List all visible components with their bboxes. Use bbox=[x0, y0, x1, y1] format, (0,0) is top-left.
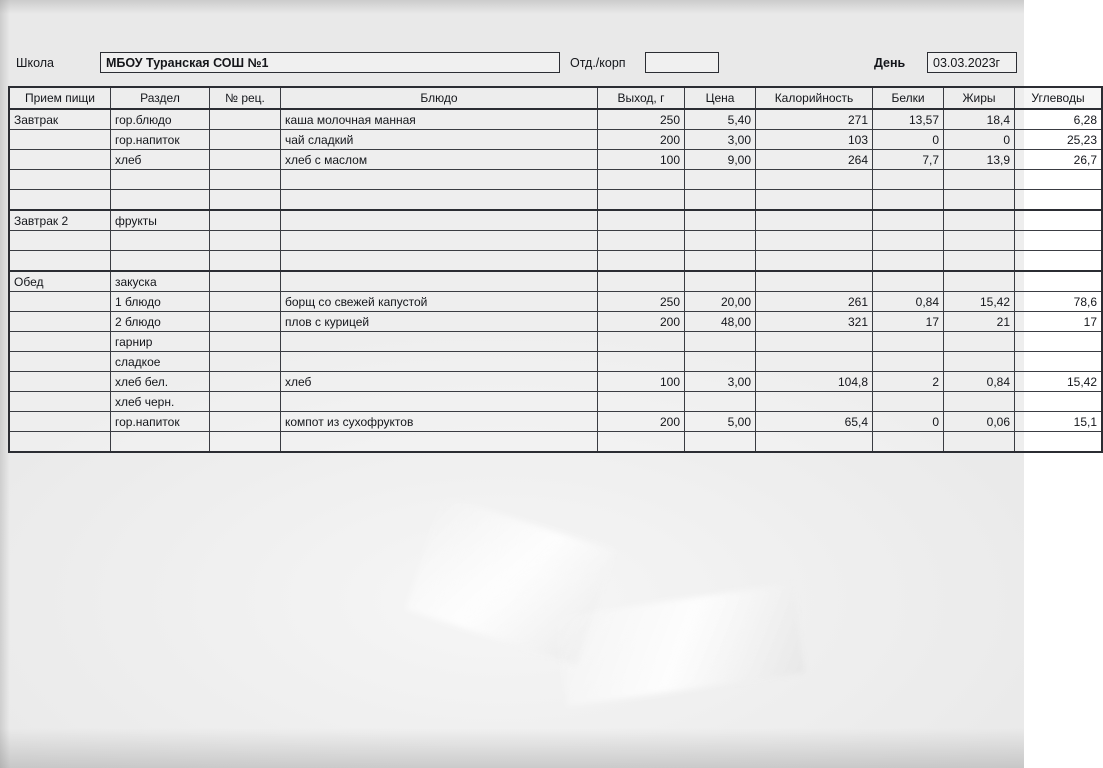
cell-section: гор.напиток bbox=[111, 412, 210, 432]
table-row bbox=[9, 190, 1102, 211]
cell-proteins bbox=[873, 251, 944, 272]
cell-dish bbox=[281, 352, 598, 372]
cell-price bbox=[685, 210, 756, 231]
cell-calories: 264 bbox=[756, 150, 873, 170]
cell-fats bbox=[944, 332, 1015, 352]
cell-carbs bbox=[1015, 231, 1103, 251]
cell-dish bbox=[281, 432, 598, 453]
table-row bbox=[9, 210, 1102, 231]
cell-carbs: 15,42 bbox=[1015, 372, 1103, 392]
cell-fats bbox=[944, 352, 1015, 372]
cell-calories bbox=[756, 392, 873, 412]
cell-dish bbox=[281, 392, 598, 412]
paper-shadow-top bbox=[0, 0, 1024, 14]
column-header-dish: Блюдо bbox=[281, 87, 598, 109]
cell-proteins bbox=[873, 210, 944, 231]
cell-fats bbox=[944, 251, 1015, 272]
cell-output bbox=[598, 432, 685, 453]
column-header-section: Раздел bbox=[111, 87, 210, 109]
cell-price: 5,00 bbox=[685, 412, 756, 432]
cell-proteins bbox=[873, 190, 944, 211]
cell-meal bbox=[9, 190, 111, 211]
cell-carbs bbox=[1015, 170, 1103, 190]
cell-dish bbox=[281, 332, 598, 352]
cell-section: закуска bbox=[111, 271, 210, 292]
cell-proteins: 0 bbox=[873, 412, 944, 432]
table-row bbox=[9, 109, 1102, 130]
cell-dish: чай сладкий bbox=[281, 130, 598, 150]
cell-dish bbox=[281, 170, 598, 190]
table-row bbox=[9, 432, 1102, 453]
cell-recipe bbox=[210, 332, 281, 352]
cell-output: 100 bbox=[598, 150, 685, 170]
cell-meal bbox=[9, 432, 111, 453]
cell-fats: 0,06 bbox=[944, 412, 1015, 432]
cell-recipe bbox=[210, 251, 281, 272]
cell-recipe bbox=[210, 150, 281, 170]
cell-meal bbox=[9, 412, 111, 432]
cell-calories bbox=[756, 231, 873, 251]
cell-meal bbox=[9, 352, 111, 372]
cell-meal bbox=[9, 312, 111, 332]
cell-output: 100 bbox=[598, 372, 685, 392]
table-row bbox=[9, 412, 1102, 432]
cell-meal bbox=[9, 332, 111, 352]
cell-carbs bbox=[1015, 352, 1103, 372]
cell-meal bbox=[9, 292, 111, 312]
cell-section bbox=[111, 190, 210, 211]
cell-section: гор.напиток bbox=[111, 130, 210, 150]
day-label: День bbox=[874, 56, 906, 70]
cell-meal bbox=[9, 130, 111, 150]
cell-section: 2 блюдо bbox=[111, 312, 210, 332]
cell-carbs: 25,23 bbox=[1015, 130, 1103, 150]
cell-section: хлеб черн. bbox=[111, 392, 210, 412]
cell-recipe bbox=[210, 190, 281, 211]
cell-output bbox=[598, 392, 685, 412]
cell-carbs bbox=[1015, 271, 1103, 292]
cell-proteins bbox=[873, 332, 944, 352]
table-row bbox=[9, 271, 1102, 292]
cell-dish bbox=[281, 271, 598, 292]
column-header-fats: Жиры bbox=[944, 87, 1015, 109]
cell-calories bbox=[756, 432, 873, 453]
cell-calories: 261 bbox=[756, 292, 873, 312]
table-row bbox=[9, 292, 1102, 312]
cell-section: гор.блюдо bbox=[111, 109, 210, 130]
cell-fats bbox=[944, 210, 1015, 231]
cell-meal bbox=[9, 170, 111, 190]
cell-recipe bbox=[210, 210, 281, 231]
cell-fats bbox=[944, 190, 1015, 211]
table-row bbox=[9, 251, 1102, 272]
cell-dish: каша молочная манная bbox=[281, 109, 598, 130]
cell-carbs bbox=[1015, 251, 1103, 272]
cell-carbs bbox=[1015, 190, 1103, 211]
cell-output bbox=[598, 271, 685, 292]
cell-output: 250 bbox=[598, 109, 685, 130]
document-header bbox=[8, 52, 1018, 78]
cell-carbs: 17 bbox=[1015, 312, 1103, 332]
table-header-row bbox=[9, 87, 1102, 109]
cell-price bbox=[685, 251, 756, 272]
cell-proteins: 0,84 bbox=[873, 292, 944, 312]
cell-proteins: 2 bbox=[873, 372, 944, 392]
cell-price bbox=[685, 432, 756, 453]
column-header-price: Цена bbox=[685, 87, 756, 109]
table-row bbox=[9, 130, 1102, 150]
cell-meal: Обед bbox=[9, 271, 111, 292]
column-header-proteins: Белки bbox=[873, 87, 944, 109]
cell-meal: Завтрак 2 bbox=[9, 210, 111, 231]
cell-price bbox=[685, 231, 756, 251]
cell-section bbox=[111, 432, 210, 453]
cell-fats: 15,42 bbox=[944, 292, 1015, 312]
cell-proteins bbox=[873, 392, 944, 412]
table-row bbox=[9, 392, 1102, 412]
cell-fats bbox=[944, 392, 1015, 412]
cell-calories bbox=[756, 190, 873, 211]
cell-calories bbox=[756, 352, 873, 372]
cell-meal bbox=[9, 150, 111, 170]
column-header-output: Выход, г bbox=[598, 87, 685, 109]
cell-recipe bbox=[210, 372, 281, 392]
column-header-calories: Калорийность bbox=[756, 87, 873, 109]
table-row bbox=[9, 170, 1102, 190]
cell-recipe bbox=[210, 130, 281, 150]
cell-recipe bbox=[210, 170, 281, 190]
cell-proteins bbox=[873, 231, 944, 251]
cell-proteins: 7,7 bbox=[873, 150, 944, 170]
table-row bbox=[9, 352, 1102, 372]
column-header-carbs: Углеводы bbox=[1015, 87, 1103, 109]
cell-dish bbox=[281, 251, 598, 272]
department-label: Отд./корп bbox=[570, 56, 626, 70]
cell-price: 20,00 bbox=[685, 292, 756, 312]
school-label: Школа bbox=[16, 56, 54, 70]
cell-meal bbox=[9, 251, 111, 272]
cell-price bbox=[685, 352, 756, 372]
cell-calories bbox=[756, 170, 873, 190]
cell-calories bbox=[756, 271, 873, 292]
cell-carbs bbox=[1015, 392, 1103, 412]
cell-calories bbox=[756, 251, 873, 272]
cell-price: 3,00 bbox=[685, 372, 756, 392]
cell-meal bbox=[9, 372, 111, 392]
cell-output bbox=[598, 332, 685, 352]
cell-fats bbox=[944, 271, 1015, 292]
cell-fats bbox=[944, 231, 1015, 251]
cell-dish: хлеб с маслом bbox=[281, 150, 598, 170]
cell-price: 9,00 bbox=[685, 150, 756, 170]
cell-fats: 21 bbox=[944, 312, 1015, 332]
cell-calories: 104,8 bbox=[756, 372, 873, 392]
table-row bbox=[9, 150, 1102, 170]
cell-price bbox=[685, 190, 756, 211]
cell-output: 250 bbox=[598, 292, 685, 312]
cell-carbs: 6,28 bbox=[1015, 109, 1103, 130]
cell-carbs bbox=[1015, 432, 1103, 453]
table-row bbox=[9, 312, 1102, 332]
cell-dish: хлеб bbox=[281, 372, 598, 392]
cell-carbs: 26,7 bbox=[1015, 150, 1103, 170]
cell-recipe bbox=[210, 231, 281, 251]
cell-output: 200 bbox=[598, 312, 685, 332]
cell-calories bbox=[756, 332, 873, 352]
cell-fats bbox=[944, 170, 1015, 190]
cell-price: 5,40 bbox=[685, 109, 756, 130]
cell-carbs bbox=[1015, 332, 1103, 352]
cell-calories: 65,4 bbox=[756, 412, 873, 432]
cell-dish bbox=[281, 231, 598, 251]
cell-output: 200 bbox=[598, 130, 685, 150]
cell-recipe bbox=[210, 109, 281, 130]
cell-recipe bbox=[210, 312, 281, 332]
cell-proteins bbox=[873, 352, 944, 372]
cell-carbs: 15,1 bbox=[1015, 412, 1103, 432]
table-row bbox=[9, 332, 1102, 352]
column-header-recipe: № рец. bbox=[210, 87, 281, 109]
cell-recipe bbox=[210, 271, 281, 292]
paper-shadow-bottom bbox=[0, 728, 1024, 768]
table-row bbox=[9, 372, 1102, 392]
cell-price bbox=[685, 170, 756, 190]
cell-proteins bbox=[873, 271, 944, 292]
paper-crease bbox=[406, 495, 614, 665]
menu-table bbox=[8, 86, 1103, 453]
cell-meal bbox=[9, 392, 111, 412]
cell-recipe bbox=[210, 412, 281, 432]
cell-dish bbox=[281, 190, 598, 211]
cell-output bbox=[598, 352, 685, 372]
cell-price bbox=[685, 332, 756, 352]
cell-price: 48,00 bbox=[685, 312, 756, 332]
cell-carbs bbox=[1015, 210, 1103, 231]
cell-calories: 103 bbox=[756, 130, 873, 150]
cell-proteins bbox=[873, 170, 944, 190]
paper-crease-2 bbox=[555, 584, 805, 707]
cell-section: гарнир bbox=[111, 332, 210, 352]
cell-calories: 321 bbox=[756, 312, 873, 332]
menu-document bbox=[8, 52, 1097, 429]
cell-output bbox=[598, 190, 685, 211]
cell-price: 3,00 bbox=[685, 130, 756, 150]
cell-calories bbox=[756, 210, 873, 231]
cell-output: 200 bbox=[598, 412, 685, 432]
day-value-box: 03.03.2023г bbox=[927, 52, 1017, 73]
cell-fats bbox=[944, 432, 1015, 453]
cell-fats: 0,84 bbox=[944, 372, 1015, 392]
cell-section: хлеб bbox=[111, 150, 210, 170]
cell-carbs: 78,6 bbox=[1015, 292, 1103, 312]
cell-proteins bbox=[873, 432, 944, 453]
cell-proteins: 17 bbox=[873, 312, 944, 332]
cell-fats: 18,4 bbox=[944, 109, 1015, 130]
department-value-box bbox=[645, 52, 719, 73]
cell-proteins: 13,57 bbox=[873, 109, 944, 130]
cell-section: сладкое bbox=[111, 352, 210, 372]
cell-section: 1 блюдо bbox=[111, 292, 210, 312]
school-value-box: МБОУ Туранская СОШ №1 bbox=[100, 52, 560, 73]
cell-output bbox=[598, 170, 685, 190]
table-body bbox=[9, 109, 1102, 452]
cell-fats: 13,9 bbox=[944, 150, 1015, 170]
cell-fats: 0 bbox=[944, 130, 1015, 150]
cell-calories: 271 bbox=[756, 109, 873, 130]
cell-recipe bbox=[210, 392, 281, 412]
cell-output bbox=[598, 251, 685, 272]
cell-recipe bbox=[210, 292, 281, 312]
cell-proteins: 0 bbox=[873, 130, 944, 150]
cell-price bbox=[685, 392, 756, 412]
cell-section: хлеб бел. bbox=[111, 372, 210, 392]
cell-section: фрукты bbox=[111, 210, 210, 231]
cell-section bbox=[111, 251, 210, 272]
column-header-meal: Прием пищи bbox=[9, 87, 111, 109]
cell-dish bbox=[281, 210, 598, 231]
cell-dish: плов с курицей bbox=[281, 312, 598, 332]
cell-recipe bbox=[210, 432, 281, 453]
cell-price bbox=[685, 271, 756, 292]
cell-meal: Завтрак bbox=[9, 109, 111, 130]
cell-meal bbox=[9, 231, 111, 251]
cell-dish: борщ со свежей капустой bbox=[281, 292, 598, 312]
cell-section bbox=[111, 231, 210, 251]
cell-output bbox=[598, 231, 685, 251]
cell-section bbox=[111, 170, 210, 190]
cell-recipe bbox=[210, 352, 281, 372]
cell-dish: компот из сухофруктов bbox=[281, 412, 598, 432]
cell-output bbox=[598, 210, 685, 231]
table-row bbox=[9, 231, 1102, 251]
